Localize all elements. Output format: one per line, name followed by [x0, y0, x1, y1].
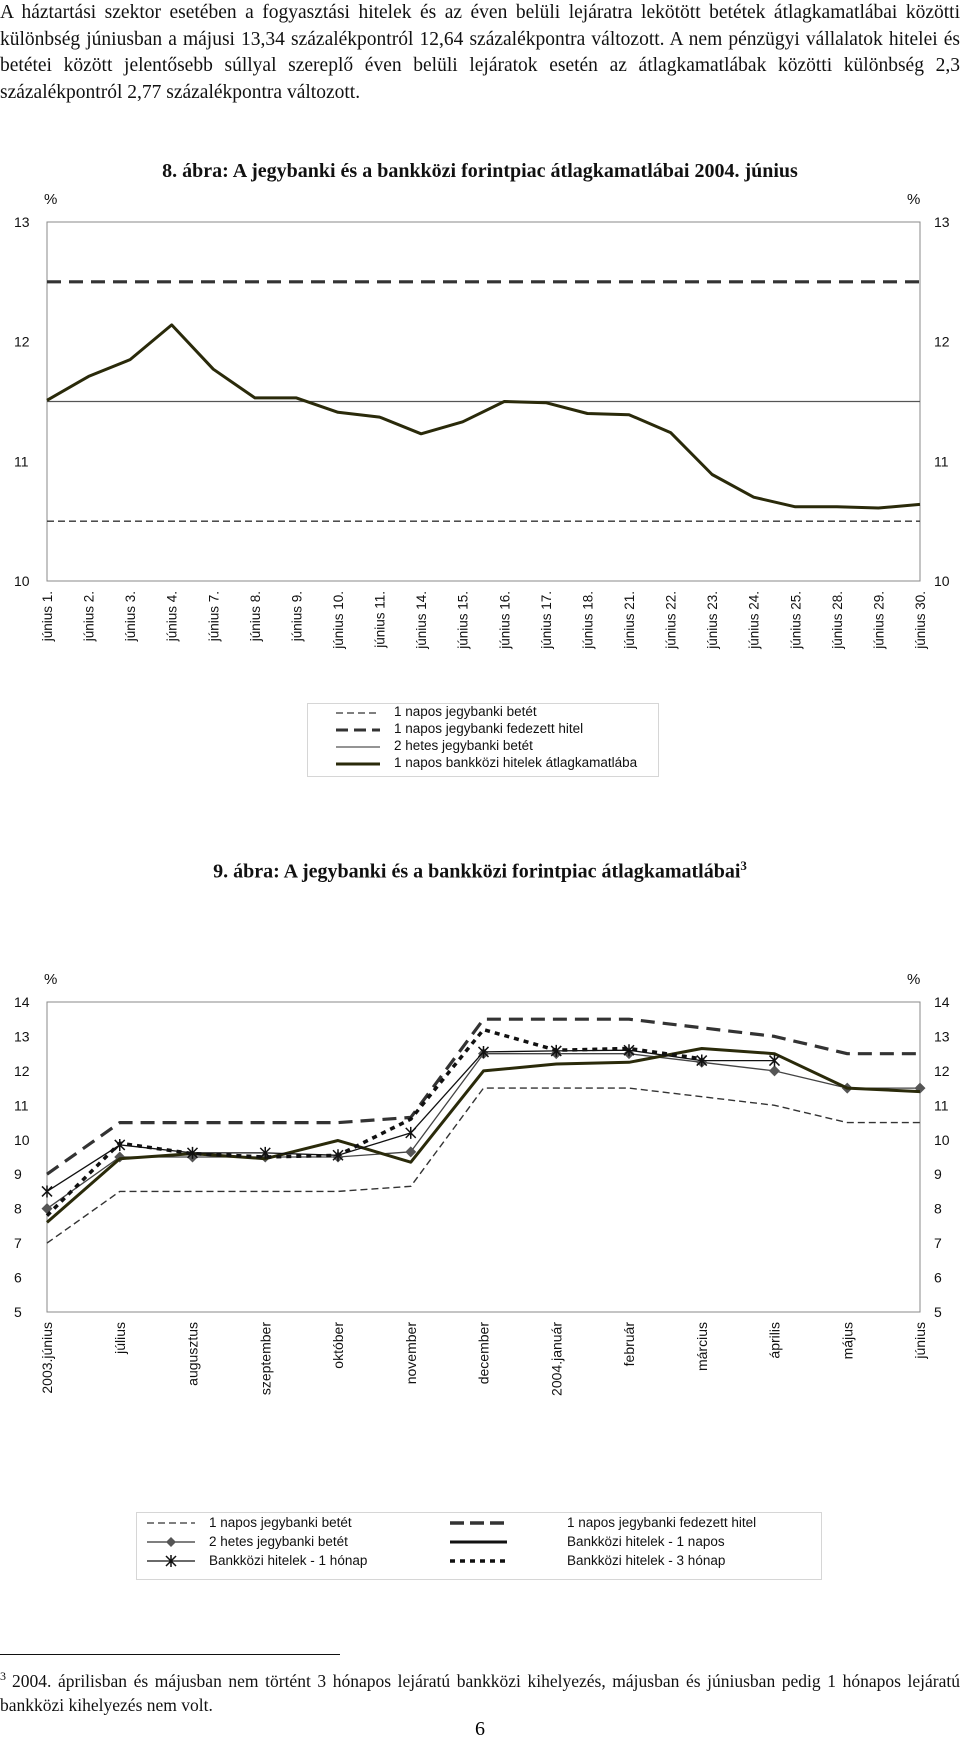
chart1-xtick-j-nius-21: június 21.	[622, 591, 637, 649]
chart1-xtick-j-nius-8: június 8.	[247, 591, 263, 642]
legend1-label-2hetes: 2 hetes jegybanki betét	[394, 738, 533, 753]
chart1-series-1-napos-bankk-zi-hitelek-tlagkamatl-ba	[47, 325, 920, 508]
chart2-ytick-right-9: 9	[934, 1166, 942, 1183]
chart2-series-2-hetes-jegybanki-bet-t-marker-10	[769, 1065, 780, 1076]
chart2-ytick-left-6: 6	[14, 1269, 22, 1286]
chart1-y-unit-left: %	[44, 191, 58, 208]
chart1-xtick-j-nius-9: június 9.	[289, 591, 305, 642]
chart1-xtick-j-nius-1: június 1.	[40, 591, 55, 642]
chart2-ytick-left-7: 7	[14, 1235, 22, 1252]
footnote-rule	[0, 1654, 340, 1655]
chart2-y-unit-right: %	[907, 971, 921, 988]
footnote-mark: 3	[0, 1669, 6, 1683]
chart2-ytick-left-10: 10	[14, 1131, 30, 1148]
page-number: 6	[475, 1718, 485, 1740]
legend1-label-hitel: 1 napos jegybanki fedezett hitel	[394, 721, 584, 736]
chart2-xtick-december: december	[475, 1322, 492, 1385]
chart2-ytick-right-14: 14	[934, 994, 950, 1010]
chart2-ytick-left-11: 11	[14, 1097, 29, 1114]
legend2-swatch-2hetes-marker	[166, 1537, 176, 1547]
chart1-xtick-j-nius-4: június 4.	[164, 591, 180, 642]
chart2-xtick-m-rcius: március	[693, 1322, 710, 1372]
chart1-ytick-right-13: 13	[934, 214, 950, 230]
legend1-label-betet: 1 napos jegybanki betét	[394, 704, 537, 719]
chart1-xtick-j-nius-28: június 28.	[829, 591, 845, 649]
chart2-y-unit-left: %	[44, 971, 58, 988]
footnote-text: 2004. áprilisban és májusban nem történt 3 hónapos lejáratú bankközi kihelyezés, májusban és júniusban pedig 1 hónapos lejáratú bankközi kihelyezés nem volt.	[0, 1670, 960, 1715]
chart2-xtick-szeptember: szeptember	[257, 1322, 274, 1396]
chart1-y-unit-right: %	[907, 191, 921, 208]
chart2-ytick-right-13: 13	[934, 1028, 950, 1045]
chart2-series-2-hetes-jegybanki-bet-t	[47, 1054, 920, 1209]
legend1-label-bankkozi: 1 napos bankközi hitelek átlagkamatlába	[394, 755, 638, 770]
chart2-legend	[136, 1512, 822, 1580]
chart2-svg	[0, 971, 960, 1400]
chart2-ytick-right-6: 6	[934, 1269, 942, 1286]
chart1-ytick-left-11: 11	[14, 453, 29, 470]
footnote	[0, 1664, 960, 1717]
chart2-series-bankk-zi-hitelek-1-h-nap-marker-5	[406, 1127, 416, 1139]
chart1-xtick-j-nius-30: június 30.	[913, 591, 928, 649]
chart2-xtick-2003-j-nius: 2003.június	[39, 1322, 55, 1394]
legend2-label-2hetes: 2 hetes jegybanki betét	[209, 1534, 348, 1549]
chart2-ytick-left-9: 9	[14, 1166, 22, 1183]
chart2-ytick-left-8: 8	[14, 1200, 22, 1217]
chart2-ytick-left-12: 12	[14, 1062, 30, 1079]
chart1-ytick-right-11: 11	[934, 453, 949, 470]
chart1-svg	[0, 180, 960, 720]
chart1-xtick-j-nius-23: június 23.	[705, 591, 721, 649]
chart1-ytick-left-12: 12	[14, 333, 30, 350]
chart2-xtick-2004-janu-r: 2004.január	[548, 1322, 565, 1396]
chart1-title: 8. ábra: A jegybanki és a bankközi forintpiac átlagkamatlábai 2004. június	[162, 160, 798, 182]
chart2-ytick-right-7: 7	[934, 1235, 942, 1252]
chart1-xtick-j-nius-11: június 11.	[372, 591, 388, 648]
chart2-series-bankk-zi-hitelek-1-h-nap-marker-0	[42, 1185, 52, 1197]
chart2-xtick-okt-ber: október	[330, 1322, 346, 1369]
body-paragraph: A háztartási szektor esetében a fogyasztási hitelek és az éven belüli lejáratra lekötött betétek átlagkamatlábai közötti különbség júniusban a májusi 13,34 százalékpontról 12,64 százalékpontra változott. A nem pénzügyi vállalatok hitelei és betétei között jelentősebb súllyal szereplő éven belüli lejáratok esetén az átlagkamatlábak közötti különbség 2,3 százalékpontról 2,77 százalékpontra változott.	[0, 2, 960, 103]
chart1-xtick-j-nius-18: június 18.	[580, 591, 596, 649]
chart2-ytick-left-5: 5	[14, 1304, 22, 1320]
chart2-title: 9. ábra: A jegybanki és a bankközi forintpiac átlagkamatlábai$^3$	[213, 858, 747, 883]
chart2-series-1-napos-jegybanki-bet-t	[47, 1088, 920, 1243]
chart2-ytick-left-14: 14	[14, 994, 30, 1010]
chart1-xtick-j-nius-3: június 3.	[123, 591, 139, 642]
chart1-ytick-right-12: 12	[934, 333, 950, 350]
chart1-xtick-j-nius-7: június 7.	[206, 591, 222, 642]
chart1-xtick-j-nius-15: június 15.	[455, 591, 471, 649]
chart1-xtick-j-nius-25: június 25.	[788, 591, 804, 649]
chart2-ytick-right-8: 8	[934, 1200, 942, 1217]
chart1-xtick-j-nius-2: június 2.	[81, 591, 97, 642]
chart1-legend-swatches	[308, 704, 388, 776]
chart2-xtick-j-lius: július	[111, 1322, 128, 1354]
legend2-label-3honap: Bankközi hitelek - 3 hónap	[567, 1553, 726, 1568]
chart2-xtick-november: november	[402, 1322, 419, 1385]
legend2-label-betet: 1 napos jegybanki betét	[209, 1515, 352, 1530]
chart1-xtick-j-nius-14: június 14.	[414, 591, 430, 649]
chart1-ytick-left-13: 13	[14, 214, 30, 230]
chart1-xtick-j-nius-24: június 24.	[746, 591, 762, 649]
chart2-ytick-left-13: 13	[14, 1028, 30, 1045]
chart1-xtick-j-nius-16: június 16.	[497, 591, 513, 649]
chart1-legend	[307, 703, 659, 777]
chart1-ytick-left-10: 10	[14, 573, 30, 589]
chart2-xtick-prilis: április	[766, 1322, 783, 1359]
chart2-ytick-right-10: 10	[934, 1131, 950, 1148]
chart1-xtick-j-nius-10: június 10.	[331, 591, 346, 649]
chart2-ytick-right-12: 12	[934, 1062, 950, 1079]
legend2-label-hitel: 1 napos jegybanki fedezett hitel	[567, 1515, 757, 1530]
legend2-label-1napos: Bankközi hitelek - 1 napos	[567, 1534, 725, 1549]
chart2-xtick-febru-r: február	[621, 1322, 637, 1367]
chart1-xtick-j-nius-29: június 29.	[871, 591, 887, 649]
chart2-ytick-right-5: 5	[934, 1304, 942, 1320]
chart2-ytick-right-11: 11	[934, 1097, 949, 1114]
chart2-xtick-m-jus: május	[839, 1322, 856, 1360]
chart1-ytick-right-10: 10	[934, 573, 950, 589]
chart1-xtick-j-nius-17: június 17.	[538, 591, 554, 649]
chart2-xtick-j-nius: június	[912, 1322, 928, 1359]
chart1-xtick-j-nius-22: június 22.	[663, 591, 679, 649]
chart2-xtick-augusztus: augusztus	[184, 1322, 201, 1386]
legend2-label-1honap: Bankközi hitelek - 1 hónap	[209, 1553, 368, 1568]
